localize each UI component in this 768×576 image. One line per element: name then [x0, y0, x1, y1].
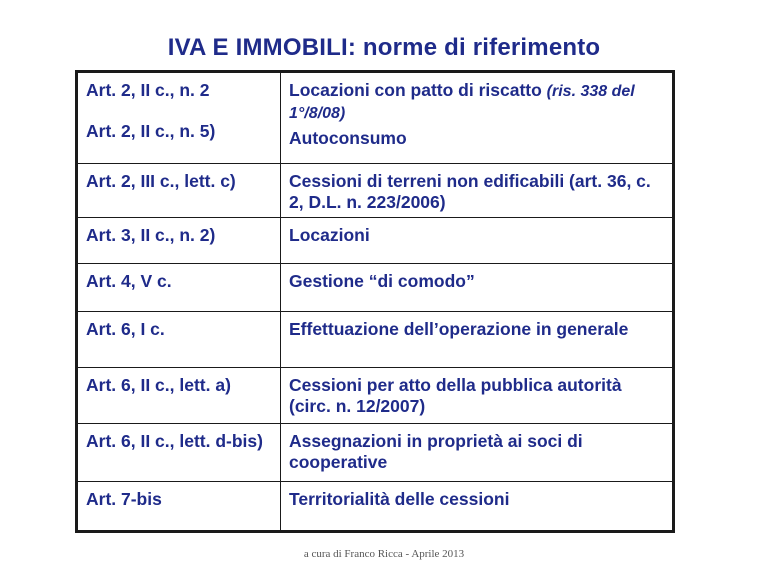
article-cell: Art. 2, III c., lett. c): [77, 164, 281, 218]
table-row: [77, 312, 674, 368]
description-text: Autoconsumo: [289, 128, 407, 148]
description-cell: Locazioni: [281, 218, 674, 264]
article-cell: Art. 6, II c., lett. d-bis): [77, 424, 281, 482]
description-cell: Territorialità delle cessioni: [281, 482, 674, 532]
description-cell: Assegnazioni in proprietà ai soci di cooperative: [281, 424, 674, 482]
article-text: Art. 2, II c., n. 5): [86, 121, 216, 141]
article-cell: Art. 6, I c.: [77, 312, 281, 368]
article-cell: Art. 4, V c.: [77, 264, 281, 312]
slide-title: IVA E IMMOBILI: norme di riferimento: [167, 34, 601, 61]
slide-footer: a cura di Franco Ricca - Aprile 2013: [303, 548, 465, 560]
table-row: [77, 368, 674, 424]
article-cell: Art. 6, II c., lett. a): [77, 368, 281, 424]
description-cell: [281, 72, 674, 164]
description-cell: Gestione “di comodo”: [281, 264, 674, 312]
article-text: Art. 2, II c., n. 2: [86, 80, 210, 100]
description-cell: Cessioni per atto della pubblica autorità (circ. n. 12/2007): [281, 368, 674, 424]
description-text: Locazioni con patto di riscatto: [289, 80, 542, 100]
article-cell: [77, 72, 281, 164]
article-cell: Art. 7-bis: [77, 482, 281, 532]
description-note: (ris. 338 del 1°/8/08): [289, 83, 635, 122]
description-cell: Effettuazione dell’operazione in generale: [281, 312, 674, 368]
description-cell: Cessioni di terreni non edificabili (art. 36, c. 2, D.L. n. 223/2006): [281, 164, 674, 218]
table-row: [77, 164, 674, 218]
table-row: [77, 72, 674, 164]
reference-table: [75, 70, 675, 533]
table-row: [77, 218, 674, 264]
table-row: [77, 424, 674, 482]
article-cell: Art. 3, II c., n. 2): [77, 218, 281, 264]
table-row: [77, 482, 674, 532]
table-row: [77, 264, 674, 312]
